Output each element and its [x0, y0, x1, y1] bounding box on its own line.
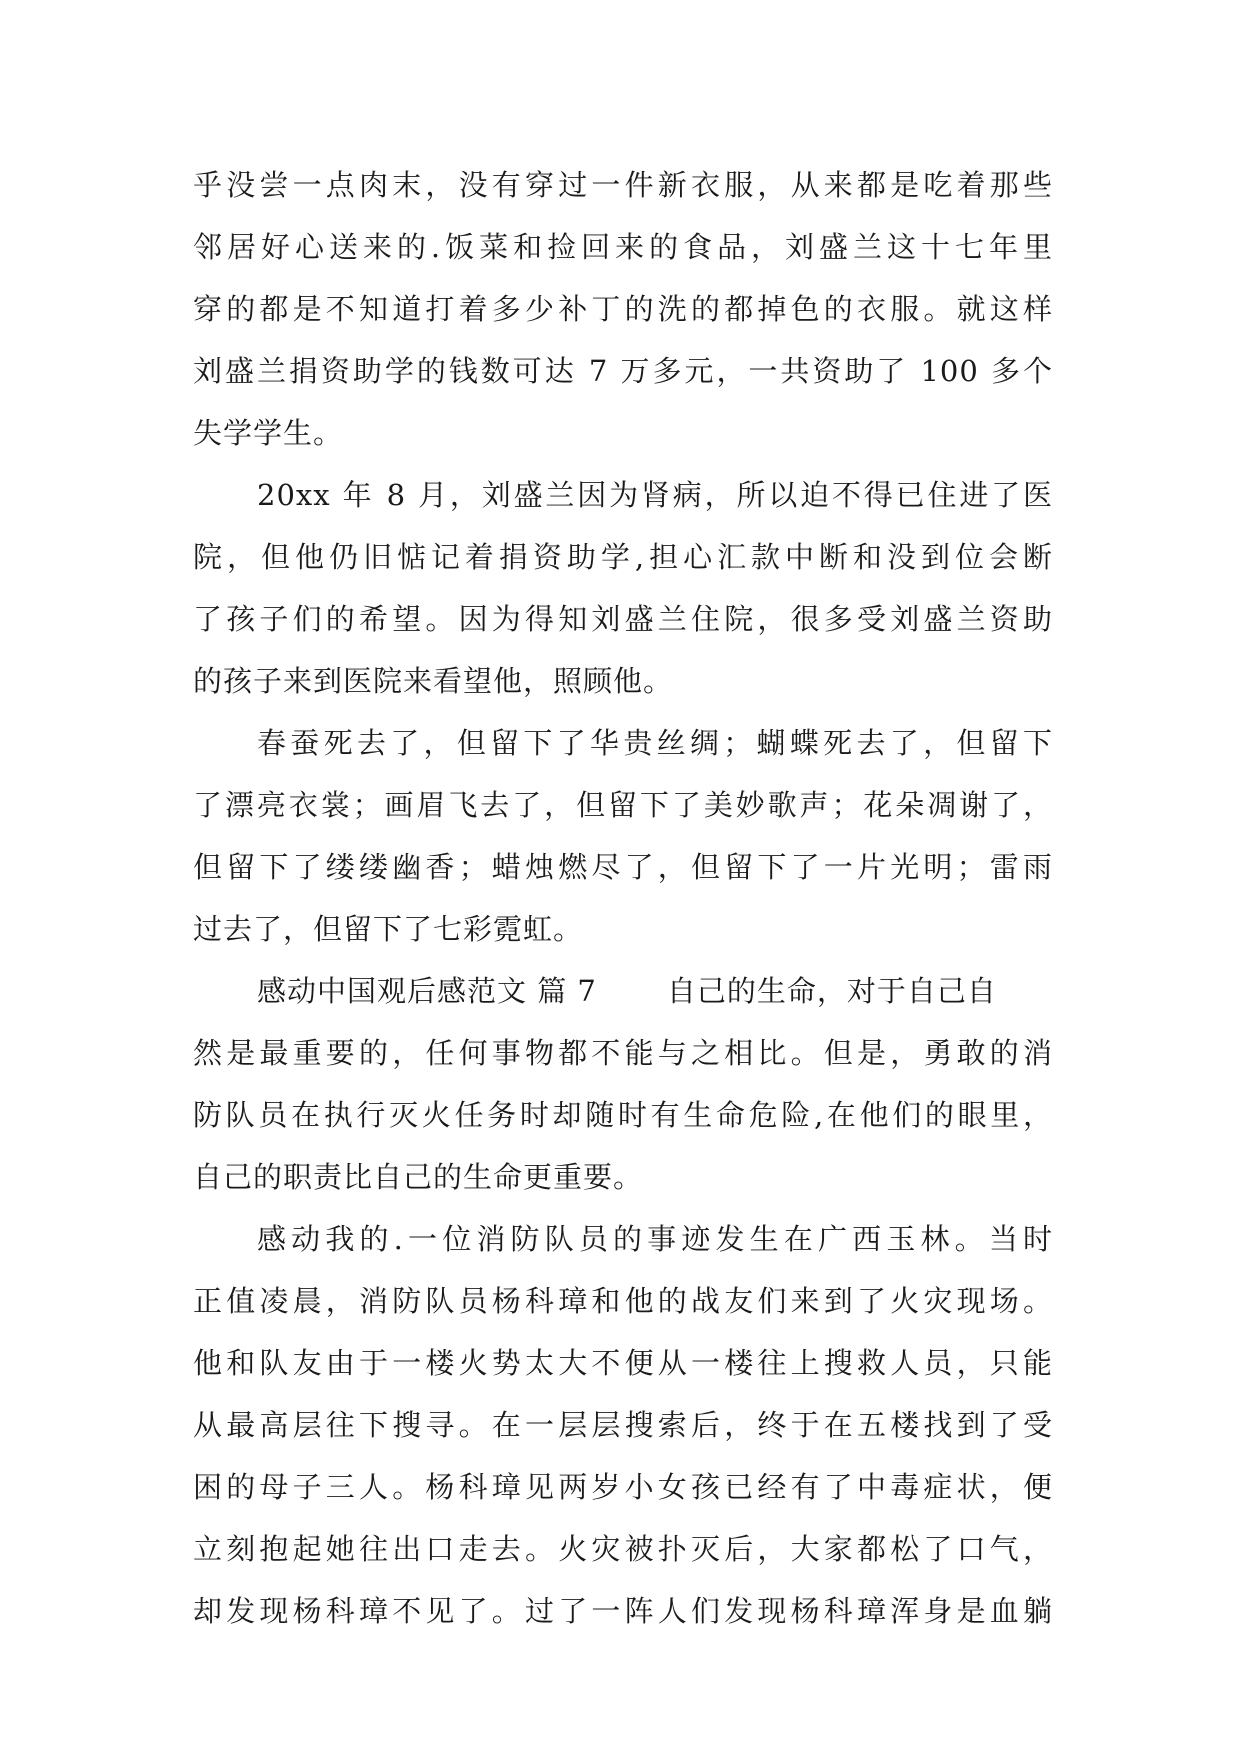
text-line: 但留下了缕缕幽香；蜡烛燃尽了，但留下了一片光明；雷雨 — [193, 850, 1053, 884]
text-line: 了孩子们的希望。因为得知刘盛兰住院，很多受刘盛兰资助 — [193, 602, 1053, 636]
text-line: 20xx 年 8 月，刘盛兰因为肾病，所以迫不得已住进了医 — [257, 478, 1053, 512]
text-line: 他和队友由于一楼火势太大不便从一楼往上搜救人员，只能 — [193, 1346, 1053, 1380]
text-line: 从最高层往下搜寻。在一层层搜索后，终于在五楼找到了受 — [193, 1408, 1053, 1442]
text-line: 了漂亮衣裳；画眉飞去了，但留下了美妙歌声；花朵凋谢了， — [193, 788, 1053, 822]
section-heading-line — [193, 960, 1053, 1022]
text-line: 的孩子来到医院来看望他，照顾他。 — [193, 664, 674, 698]
text-line: 正值凌晨，消防队员杨科璋和他的战友们来到了火灾现场。 — [193, 1284, 1053, 1318]
text-line: 自己的职责比自己的生命更重要。 — [193, 1160, 644, 1194]
text-line: 过去了，但留下了七彩霓虹。 — [193, 912, 584, 946]
text-line: 乎没尝一点肉末，没有穿过一件新衣服，从来都是吃着那些 — [193, 168, 1053, 202]
text-line: 困的母子三人。杨科璋见两岁小女孩已经有了中毒症状，便 — [193, 1470, 1053, 1504]
text-line: 春蚕死去了，但留下了华贵丝绸；蝴蝶死去了，但留下 — [257, 726, 1053, 760]
text-line: 失学学生。 — [193, 416, 344, 450]
text-line: 穿的都是不知道打着多少补丁的洗的都掉色的衣服。就这样 — [193, 292, 1053, 326]
section-heading: 感动中国观后感范文 篇 7 — [257, 974, 597, 1008]
text-line: 院，但他仍旧惦记着捐资助学,担心汇款中断和没到位会断 — [193, 540, 1053, 574]
text-line: 防队员在执行灭火任务时却随时有生命危险,在他们的眼里， — [193, 1098, 1053, 1132]
text-line: 却发现杨科璋不见了。过了一阵人们发现杨科璋浑身是血躺 — [193, 1594, 1053, 1628]
heading-continuation: 自己的生命，对于自己自 — [666, 974, 997, 1008]
text-line: 感动我的.一位消防队员的事迹发生在广西玉林。当时 — [257, 1222, 1053, 1256]
text-line: 然是最重要的，任何事物都不能与之相比。但是，勇敢的消 — [193, 1036, 1053, 1070]
text-line: 刘盛兰捐资助学的钱数可达 7 万多元，一共资助了 100 多个 — [193, 354, 1053, 388]
body-text — [193, 154, 1053, 1642]
text-line: 立刻抱起她往出口走去。火灾被扑灭后，大家都松了口气， — [193, 1532, 1053, 1566]
text-line: 邻居好心送来的.饭菜和捡回来的食品，刘盛兰这十七年里 — [193, 230, 1053, 264]
